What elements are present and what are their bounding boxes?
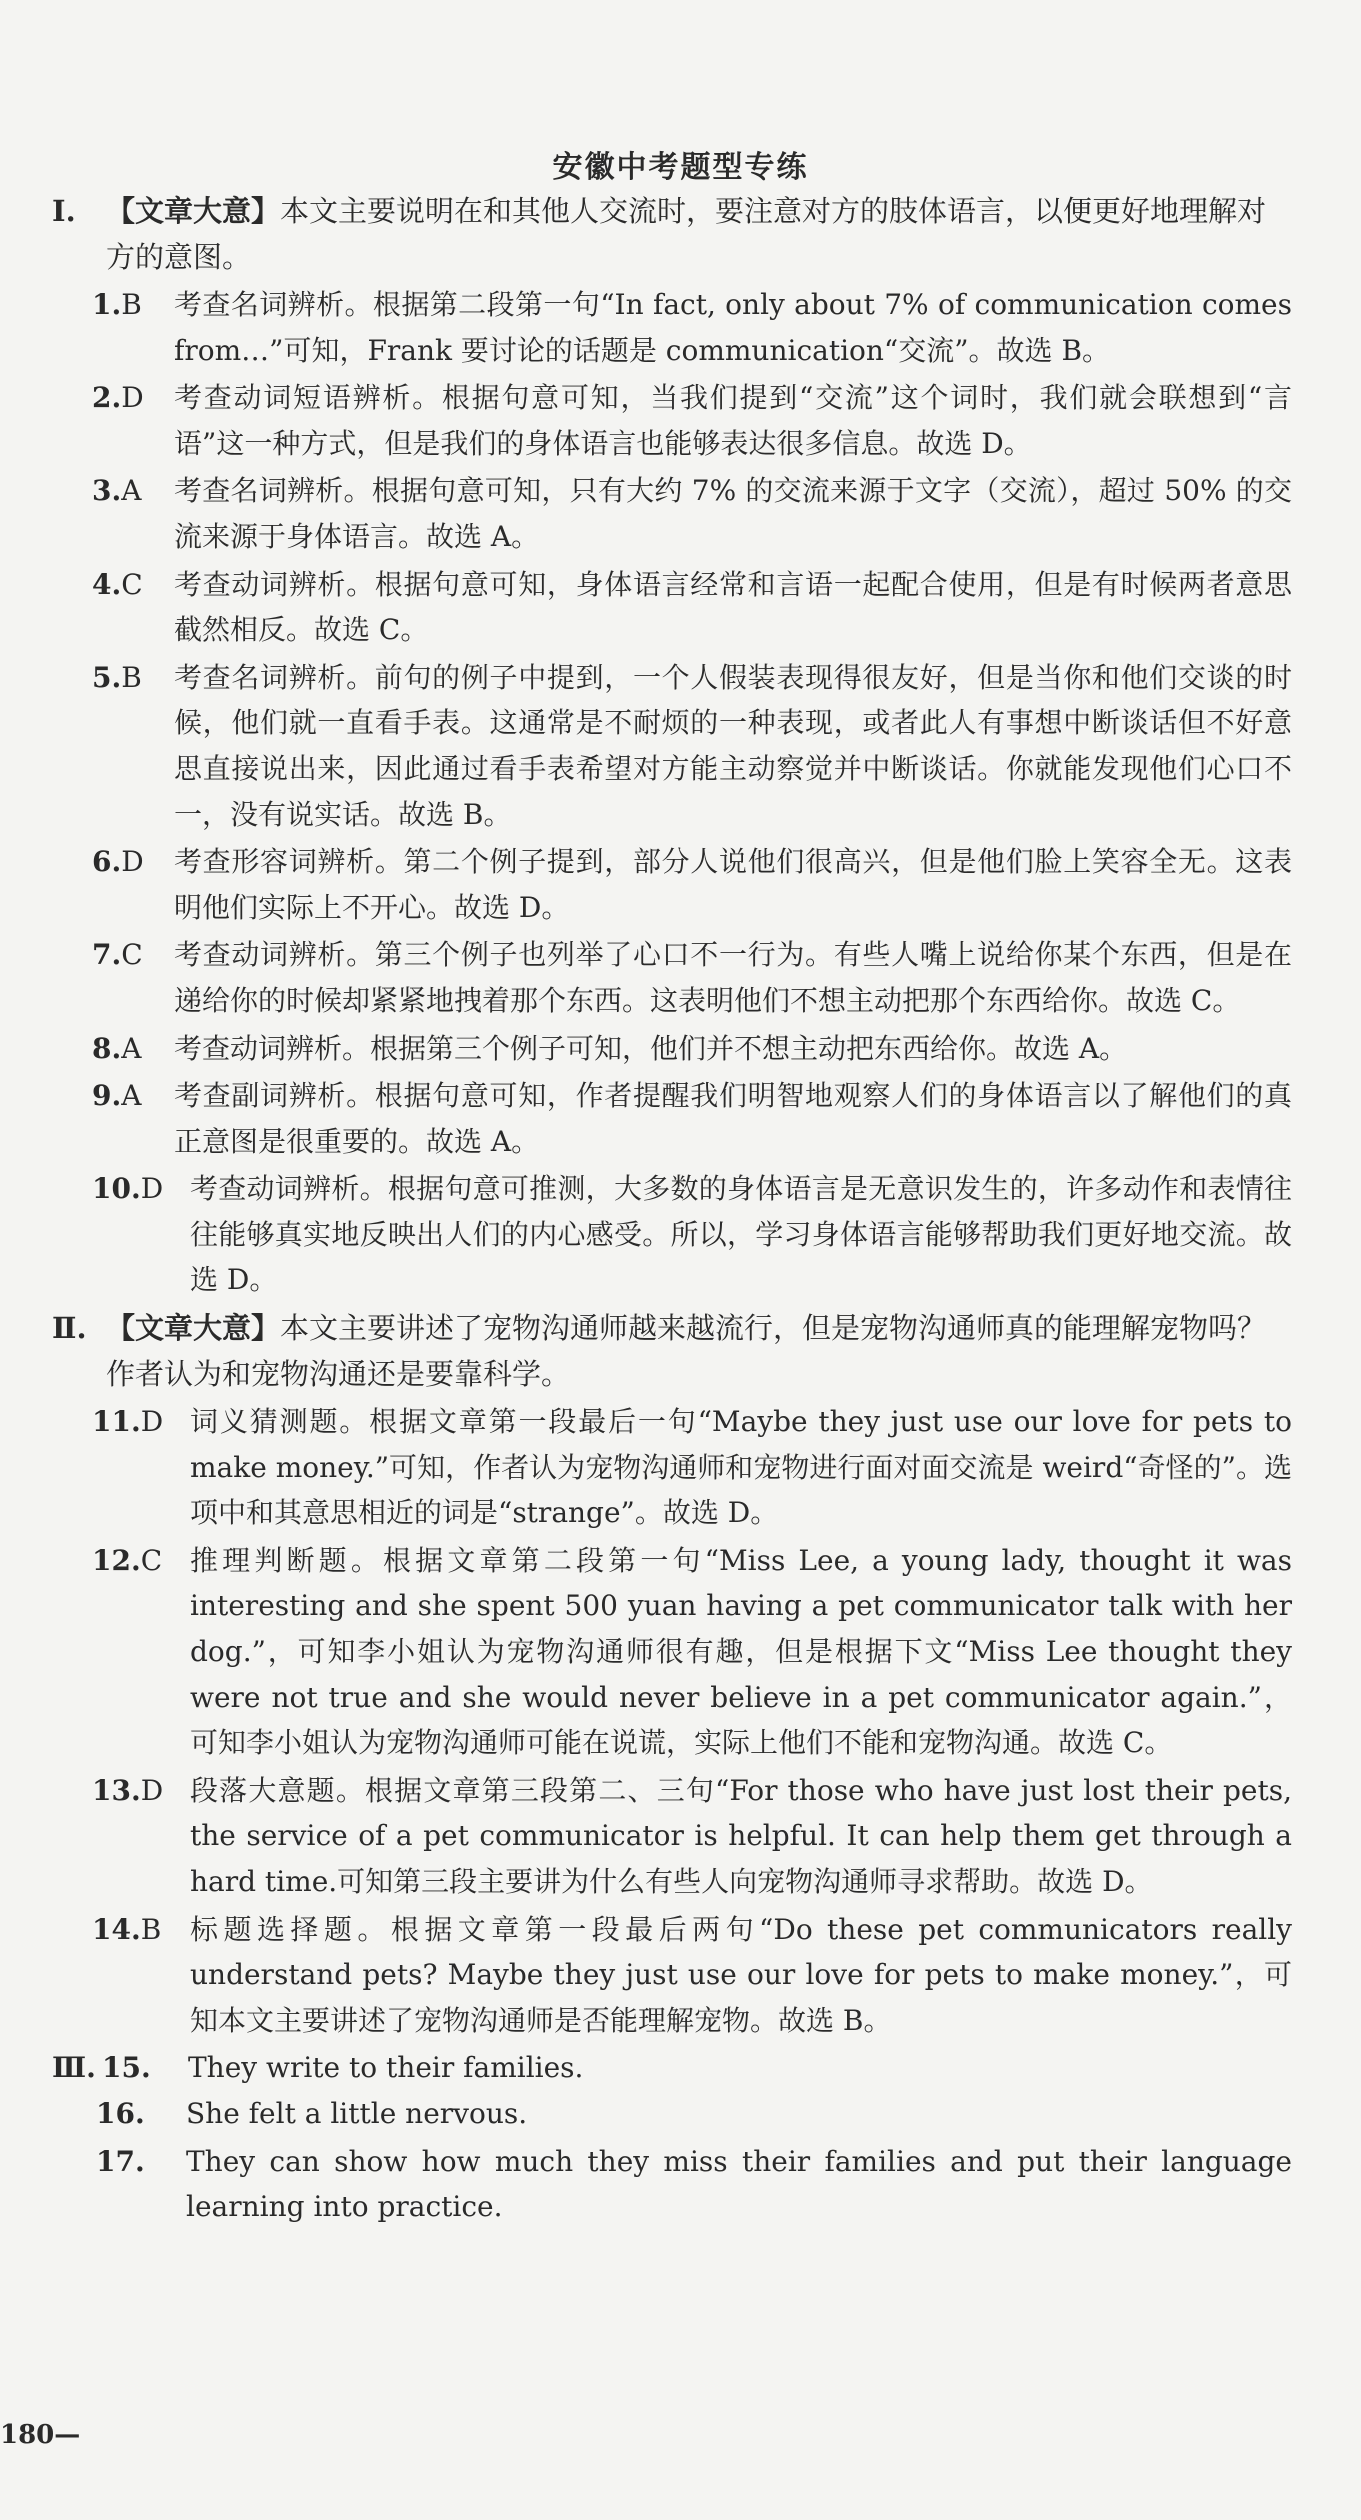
answer-item [92, 1907, 1292, 2044]
question-number: 6. [92, 845, 122, 879]
question-number: 7. [92, 938, 122, 972]
answer-item [92, 375, 1292, 466]
section-2-summary-text: 本文主要讲述了宠物沟通师越来越流行，但是宠物沟通师真的能理解宠物吗？作者认为和宠物沟通还是要靠科学。 [106, 1311, 1267, 1392]
answer-letter: B [121, 660, 142, 694]
answer-item [92, 562, 1292, 653]
answer-item [96, 2139, 1292, 2230]
explanation: 标题选择题。根据文章第一段最后两句“Do these pet communicators really understand pets? Maybe they just use our love for pets to make money.”，可知本文主要讲述了宠物沟通师是否能理解宠物。故选 B。 [190, 1912, 1292, 2037]
section-1-summary-text: 本文主要说明在和其他人交流时，要注意对方的肢体语言，以便更好地理解对方的意图。 [106, 194, 1267, 274]
section-1-numeral: Ⅰ. [52, 194, 76, 228]
answer-item [96, 2091, 1292, 2137]
question-number: 12. [92, 1543, 141, 1577]
answer-item [92, 1538, 1292, 1766]
answer-letter: C [121, 938, 143, 972]
explanation: 推理判断题。根据文章第二段第一句“Miss Lee, a young lady, thought it was interesting and she spent 500 yuan having a pet communicator talk with her dog.”，可知李小姐认为宠物沟通师很有趣，但是根据下文“Miss Lee thought they were not true and she would never believe in a pet communicator again.”，可知李小姐认为宠物沟通师可能在说谎，实际上他们不能和宠物沟通。故选 C。 [190, 1543, 1292, 1760]
explanation: 考查动词辨析。根据句意可推测，大多数的身体语言是无意识发生的，许多动作和表情往往能够真实地反映出人们的内心感受。所以，学习身体语言能够帮助我们更好地交流。故选 D。 [190, 1172, 1292, 1297]
explanation: 考查名词辨析。根据句意可知，只有大约 7% 的交流来源于文字（交流），超过 50% 的交流来源于身体语言。故选 A。 [174, 474, 1292, 553]
answer-letter: C [140, 1543, 163, 1577]
answer-letter: A [121, 474, 142, 508]
answer-letter: A [121, 1031, 142, 1065]
question-number: 1. [92, 288, 122, 321]
page-title: 安徽中考题型专练 [552, 150, 809, 185]
question-number: 9. [92, 1079, 122, 1113]
answer-letter: B [121, 288, 142, 321]
answer-item [92, 1399, 1292, 1536]
answer-item [92, 282, 1292, 373]
answer-letter: D [121, 845, 144, 879]
section-2-numeral: Ⅱ. [52, 1311, 87, 1346]
explanation: 考查名词辨析。前句的例子中提到，一个人假装表现得很友好，但是当你和他们交谈的时候，他们就一直看手表。这通常是不耐烦的一种表现，或者此人有事想中断谈话但不好意思直接说出来，因此通过看手表希望对方能主动察觉并中断谈话。你就能发现他们心口不一，没有说实话。故选 B。 [174, 660, 1292, 831]
question-number: 11. [92, 1405, 141, 1439]
answer-letter: B [140, 1912, 162, 1946]
answer-letter: A [121, 1079, 142, 1113]
section-2-tag: 【文章大意】 [106, 1311, 281, 1346]
section-1-tag: 【文章大意】 [106, 194, 281, 228]
answer-letter: D [140, 1405, 164, 1439]
section-1-items [52, 282, 1292, 1303]
section-1-summary [52, 188, 1292, 280]
explanation: 段落大意题。根据文章第三段第二、三句“For those who have just lost their pets, the service of a pet communicator is helpful. It can help them get through a hard time.可知第三段主要讲为什么有些人向宠物沟通师寻求帮助。故选 D。 [190, 1773, 1292, 1898]
explanation: 考查动词辨析。第三个例子也列举了心口不一行为。有些人嘴上说给你某个东西，但是在递给你的时候却紧紧地拽着那个东西。这表明他们不想主动把那个东西给你。故选 C。 [174, 938, 1292, 1017]
section-3-numeral: Ⅲ. [52, 2051, 96, 2085]
explanation: 考查副词辨析。根据句意可知，作者提醒我们明智地观察人们的身体语言以了解他们的真正意图是很重要的。故选 A。 [174, 1079, 1292, 1158]
answer-item [92, 839, 1292, 930]
explanation: 考查动词辨析。根据第三个例子可知，他们并不想主动把东西给你。故选 A。 [174, 1031, 1128, 1065]
explanation: They can show how much they miss their families and put their language learning into practice. [186, 2144, 1292, 2224]
question-number: 4. [92, 567, 122, 601]
answer-item [92, 1166, 1292, 1303]
explanation: 考查动词短语辨析。根据句意可知，当我们提到“交流”这个词时，我们就会联想到“言语”这一种方式，但是我们的身体语言也能够表达很多信息。故选 D。 [174, 381, 1292, 460]
question-number: 10. [92, 1172, 141, 1206]
answer-letter: D [140, 1773, 164, 1807]
question-number: 15. [102, 2051, 151, 2085]
answer-item [92, 468, 1292, 559]
answer-item [92, 1768, 1292, 1905]
question-number: 14. [92, 1912, 141, 1946]
answer-letter: D [140, 1172, 164, 1206]
explanation: 考查名词辨析。根据第二段第一句“In fact, only about 7% of communication comes from…”可知，Frank 要讨论的话题是 communication“交流”。故选 B。 [174, 288, 1292, 367]
page-content [52, 188, 1292, 2232]
explanation: They write to their families. [188, 2051, 584, 2085]
section-3-items [52, 2091, 1292, 2230]
question-number: 3. [92, 474, 122, 508]
section-2-summary [52, 1305, 1292, 1397]
question-number: 8. [92, 1031, 122, 1065]
question-number: 13. [92, 1773, 141, 1807]
answer-item [52, 2045, 1292, 2091]
section-2-items [52, 1399, 1292, 2043]
answer-letter: C [121, 567, 143, 601]
answer-item [92, 1073, 1292, 1164]
answer-letter: D [121, 381, 144, 415]
question-number: 2. [92, 381, 122, 415]
question-number: 5. [92, 660, 122, 694]
page-number: 180— [0, 2420, 81, 2450]
question-number: 17. [96, 2144, 145, 2178]
explanation: She felt a little nervous. [186, 2096, 528, 2130]
explanation: 考查形容词辨析。第二个例子提到，部分人说他们很高兴，但是他们脸上笑容全无。这表明他们实际上不开心。故选 D。 [174, 845, 1292, 924]
answer-item [92, 655, 1292, 837]
explanation: 考查动词辨析。根据句意可知，身体语言经常和言语一起配合使用，但是有时候两者意思截然相反。故选 C。 [174, 567, 1292, 647]
answer-item [92, 932, 1292, 1023]
explanation: 词义猜测题。根据文章第一段最后一句“Maybe they just use our love for pets to make money.”可知，作者认为宠物沟通师和宠物进行面对面交流是 weird“奇怪的”。选项中和其意思相近的词是“strange”。故选 D。 [190, 1405, 1292, 1530]
answer-item [92, 1026, 1292, 1072]
question-number: 16. [96, 2096, 145, 2130]
